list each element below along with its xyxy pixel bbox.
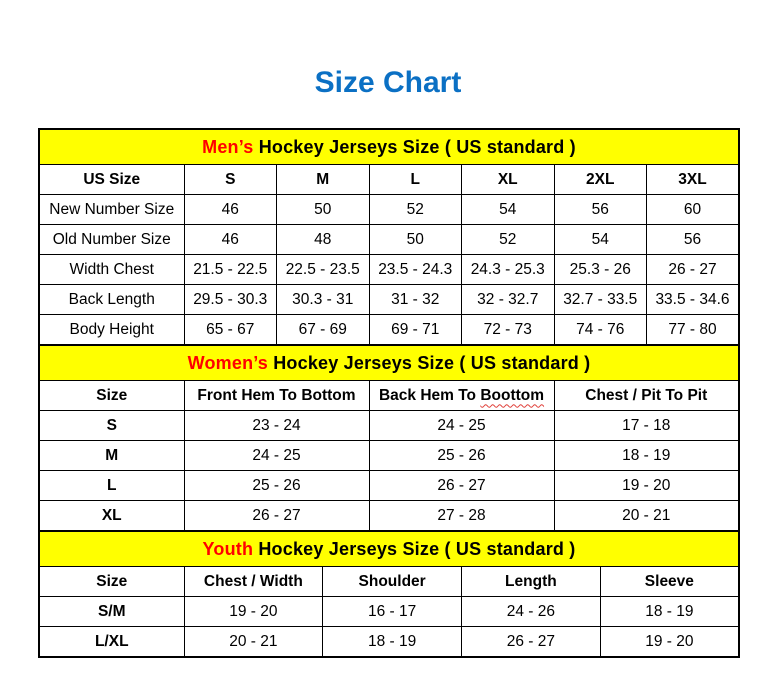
womens-heading-rest: Hockey Jerseys Size ( US standard ): [268, 352, 591, 373]
youth-value-cell: 18 - 19: [323, 627, 462, 658]
mens-value-cell: 22.5 - 23.5: [277, 255, 370, 285]
womens-value-cell: 25 - 26: [369, 441, 554, 471]
mens-table-row: [39, 315, 739, 346]
mens-value-cell: 24.3 - 25.3: [462, 255, 555, 285]
size-tables-container: [38, 128, 740, 658]
womens-column-header: Chest / Pit To Pit: [554, 381, 739, 411]
womens-heading-accent: Women’s: [187, 352, 269, 373]
womens-value-cell: 18 - 19: [554, 441, 739, 471]
mens-column-header: XL: [462, 165, 555, 195]
mens-value-cell: 32.7 - 33.5: [554, 285, 647, 315]
mens-column-header: M: [277, 165, 370, 195]
mens-row-label: Width Chest: [39, 255, 184, 285]
womens-value-cell: 24 - 25: [369, 411, 554, 441]
womens-value-cell: 27 - 28: [369, 501, 554, 532]
mens-value-cell: 50: [277, 195, 370, 225]
youth-table-row: [39, 597, 739, 627]
womens-row-label: L: [39, 471, 184, 501]
mens-value-cell: 77 - 80: [647, 315, 740, 346]
mens-value-cell: 46: [184, 225, 277, 255]
womens-table-row: [39, 501, 739, 532]
mens-value-cell: 72 - 73: [462, 315, 555, 346]
mens-value-cell: 30.3 - 31: [277, 285, 370, 315]
mens-table-row: [39, 195, 739, 225]
womens-section-heading: [39, 345, 739, 381]
youth-heading-rest: Hockey Jerseys Size ( US standard ): [253, 538, 576, 559]
mens-column-header: S: [184, 165, 277, 195]
mens-column-header: L: [369, 165, 462, 195]
mens-value-cell: 26 - 27: [647, 255, 740, 285]
womens-table-row: [39, 471, 739, 501]
mens-value-cell: 50: [369, 225, 462, 255]
youth-heading-accent: Youth: [202, 538, 254, 559]
womens-row-label: XL: [39, 501, 184, 532]
mens-table-row: [39, 285, 739, 315]
womens-value-cell: 23 - 24: [184, 411, 369, 441]
mens-row-label: Body Height: [39, 315, 184, 346]
womens-value-cell: 17 - 18: [554, 411, 739, 441]
youth-value-cell: 18 - 19: [600, 597, 739, 627]
mens-value-cell: 56: [647, 225, 740, 255]
mens-value-cell: 46: [184, 195, 277, 225]
youth-value-cell: 19 - 20: [184, 597, 323, 627]
youth-column-header: Shoulder: [323, 567, 462, 597]
mens-table-row: [39, 225, 739, 255]
mens-column-header: 3XL: [647, 165, 740, 195]
mens-value-cell: 23.5 - 24.3: [369, 255, 462, 285]
mens-value-cell: 65 - 67: [184, 315, 277, 346]
womens-value-cell: 25 - 26: [184, 471, 369, 501]
womens-value-cell: 26 - 27: [184, 501, 369, 532]
youth-row-label: S/M: [39, 597, 184, 627]
womens-row-label: S: [39, 411, 184, 441]
page-title: Size Chart: [314, 66, 462, 99]
youth-column-header: Length: [462, 567, 601, 597]
womens-size-table: [38, 344, 740, 532]
mens-column-header: 2XL: [554, 165, 647, 195]
youth-column-header: Sleeve: [600, 567, 739, 597]
youth-row-label: L/XL: [39, 627, 184, 658]
womens-value-cell: 26 - 27: [369, 471, 554, 501]
mens-row-label: Old Number Size: [39, 225, 184, 255]
womens-value-cell: 20 - 21: [554, 501, 739, 532]
youth-value-cell: 20 - 21: [184, 627, 323, 658]
mens-value-cell: 56: [554, 195, 647, 225]
youth-section-heading: [39, 531, 739, 567]
mens-value-cell: 52: [462, 225, 555, 255]
womens-value-cell: 19 - 20: [554, 471, 739, 501]
mens-value-cell: 60: [647, 195, 740, 225]
mens-value-cell: 29.5 - 30.3: [184, 285, 277, 315]
mens-value-cell: 67 - 69: [277, 315, 370, 346]
mens-size-table: [38, 128, 740, 346]
womens-column-header: Size: [39, 381, 184, 411]
mens-value-cell: 69 - 71: [369, 315, 462, 346]
womens-row-label: M: [39, 441, 184, 471]
mens-table-row: [39, 255, 739, 285]
youth-size-table: [38, 530, 740, 658]
youth-column-header: Size: [39, 567, 184, 597]
youth-value-cell: 26 - 27: [462, 627, 601, 658]
mens-section-heading: [39, 129, 739, 165]
womens-column-header: Front Hem To Bottom: [184, 381, 369, 411]
misspelled-word: Boottom: [480, 386, 545, 404]
mens-heading-accent: Men’s: [202, 136, 254, 157]
mens-value-cell: 33.5 - 34.6: [647, 285, 740, 315]
mens-column-header: US Size: [39, 165, 184, 195]
mens-value-cell: 25.3 - 26: [554, 255, 647, 285]
womens-table-row: [39, 441, 739, 471]
mens-value-cell: 74 - 76: [554, 315, 647, 346]
youth-value-cell: 16 - 17: [323, 597, 462, 627]
mens-value-cell: 54: [462, 195, 555, 225]
youth-value-cell: 19 - 20: [600, 627, 739, 658]
mens-value-cell: 31 - 32: [369, 285, 462, 315]
mens-heading-rest: Hockey Jerseys Size ( US standard ): [253, 136, 576, 157]
mens-value-cell: 48: [277, 225, 370, 255]
mens-row-label: New Number Size: [39, 195, 184, 225]
mens-value-cell: 52: [369, 195, 462, 225]
womens-column-header: Back Hem To Boottom: [369, 381, 554, 411]
youth-value-cell: 24 - 26: [462, 597, 601, 627]
youth-table-row: [39, 627, 739, 658]
womens-table-row: [39, 411, 739, 441]
youth-column-header: Chest / Width: [184, 567, 323, 597]
mens-row-label: Back Length: [39, 285, 184, 315]
mens-value-cell: 32 - 32.7: [462, 285, 555, 315]
womens-value-cell: 24 - 25: [184, 441, 369, 471]
mens-value-cell: 54: [554, 225, 647, 255]
mens-value-cell: 21.5 - 22.5: [184, 255, 277, 285]
